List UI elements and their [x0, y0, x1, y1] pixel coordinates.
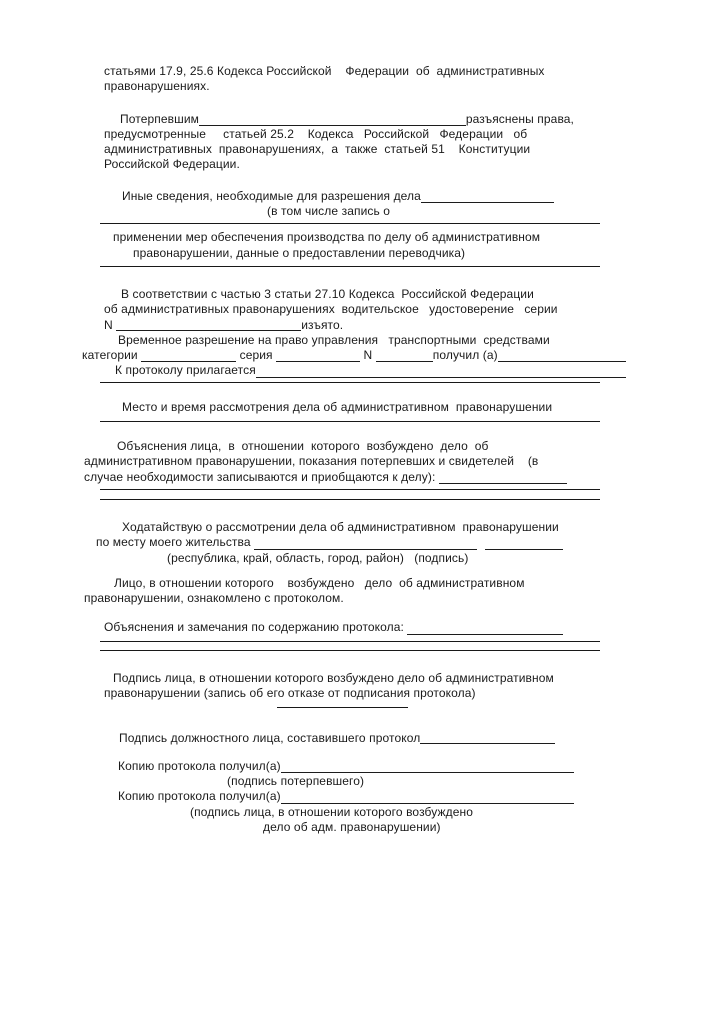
section-intro: [104, 64, 574, 95]
copy-2-lead: Копию протокола получил(а): [118, 789, 281, 804]
blank-official-signature: [420, 732, 555, 744]
other-info-note: (в том числе запись о: [267, 204, 391, 219]
license-line-3: Временное разрешение на право управления транспортными средствами: [118, 332, 550, 347]
license-n-label: N: [104, 317, 117, 332]
section-signature-official: [104, 731, 574, 746]
section-petition: [96, 519, 574, 566]
ruled-line: [100, 223, 600, 224]
section-other-info: [104, 189, 574, 267]
series-label: серия: [236, 348, 277, 363]
blank-victims-names: [199, 113, 466, 126]
license-seized-label: изъято.: [301, 317, 344, 332]
license-line-n: [104, 318, 574, 333]
copy-2-caption-line-2: дело об адм. правонарушении): [263, 819, 441, 834]
blank-series: [276, 349, 360, 362]
section-explanations: [84, 439, 574, 500]
victims-line-2: предусмотренные статьей 25.2 Кодекса Российской Федерации об: [104, 126, 528, 141]
explanations-paragraph: [84, 439, 574, 485]
blank-explanations: [439, 471, 567, 484]
explanations-line-1: Объяснения лица, в отношении которого возбуждено дело об: [117, 439, 489, 454]
section-victims-rights: [104, 112, 574, 173]
signature-person-line-1: Подпись лица, в отношении которого возбуждено дело об административном: [113, 670, 554, 685]
document-page: [82, 64, 574, 835]
signature-person-line-2: правонарушении (запись об его отказе от подписания протокола): [104, 686, 476, 701]
permit-n-label: N: [360, 348, 376, 363]
copy-line-1: [104, 759, 574, 774]
blank-other-info: [421, 190, 554, 203]
license-attach-line: [104, 363, 626, 378]
section-copies: [104, 759, 574, 835]
petition-line-2: [96, 535, 563, 550]
signature-official-line: [104, 731, 574, 746]
ruled-line: [100, 650, 600, 651]
explanations-line-2: административном правонарушении, показания потерпевших и свидетелей (в: [84, 454, 539, 469]
acquainted-line-2: правонарушении, ознакомлено с протоколом.: [84, 591, 344, 606]
intro-line-2: правонарушениях.: [104, 79, 210, 94]
ruled-line: [100, 266, 600, 267]
copy-2-caption-line-1: (подпись лица, в отношении которого возбуждено: [190, 804, 473, 819]
ruled-line: [100, 421, 600, 422]
blank-remarks: [407, 622, 563, 635]
ruled-line: [100, 489, 600, 490]
blank-attachment: [256, 365, 626, 378]
section-license-seizure: [82, 286, 574, 383]
blank-petition-signature: [485, 537, 563, 550]
blank-copy-1-signature: [281, 760, 574, 773]
ruled-line: [100, 499, 600, 500]
petition-line-1: Ходатайствую о рассмотрении дела об административном правонарушении: [122, 519, 559, 534]
section-signature-person: [104, 671, 574, 709]
blank-gap: [477, 539, 485, 551]
other-info-lead: Иные сведения, необходимые для разрешения дела: [122, 188, 421, 203]
section-hearing: [104, 400, 574, 422]
intro-line-1: статьями 17.9, 25.6 Кодекса Российской Федерации об административных: [104, 64, 545, 78]
attach-label: К протоколу прилагается: [115, 363, 256, 378]
other-info-cont-1: применении мер обеспечения производства по делу об административном: [113, 230, 541, 245]
category-label: категории: [82, 348, 142, 363]
copy-line-2: [104, 789, 574, 804]
signature-short-line: [277, 707, 408, 708]
remarks-line: [104, 620, 574, 635]
license-line-1: В соответствии с частью 3 статьи 27.10 Кодекса Российской Федерации: [121, 286, 534, 301]
other-info-line-1: [104, 189, 574, 204]
blank-license-number: [116, 319, 301, 331]
other-info-cont-2: правонарушении, данные о предоставлении переводчика): [133, 245, 466, 260]
copy-1-caption: (подпись потерпевшего): [227, 773, 365, 788]
copy-1-lead: Копию протокола получил(а): [118, 758, 281, 773]
blank-permit-number: [376, 349, 433, 362]
acquainted-line-1: Лицо, в отношении которого возбуждено дело об административном: [114, 575, 525, 590]
blank-residence: [254, 537, 477, 550]
victims-lead: Потерпевшим: [120, 111, 199, 126]
ruled-line: [100, 641, 600, 642]
victims-tail: разъяснены права,: [465, 111, 574, 126]
blank-received-by: [498, 349, 626, 362]
victims-line-1: [104, 112, 574, 127]
victims-line-4: Российской Федерации.: [104, 157, 240, 172]
license-category-line: [82, 348, 626, 363]
section-acquainted: [84, 576, 574, 607]
petition-lead: по месту моего жительства: [96, 535, 255, 550]
section-remarks: [104, 620, 574, 650]
victims-line-3: административных правонарушениях, а также статьей 51 Конституции: [104, 142, 531, 157]
blank-copy-2-signature: [281, 791, 574, 804]
received-label: получил (а): [432, 348, 498, 363]
explanations-line-3: [84, 470, 574, 485]
hearing-line: Место и время рассмотрения дела об административном правонарушении: [122, 399, 553, 414]
remarks-lead: Объяснения и замечания по содержанию протокола:: [104, 620, 408, 635]
explanations-lead: случае необходимости записываются и приобщаются к делу):: [84, 469, 439, 484]
license-line-2: об административных правонарушениях водительское удостоверение серии: [104, 302, 558, 317]
blank-category: [141, 349, 236, 362]
ruled-line: [100, 382, 600, 383]
petition-caption: (республика, край, область, город, район) (подпись): [167, 550, 469, 565]
signature-official-lead: Подпись должностного лица, составившего протокол: [119, 731, 421, 746]
